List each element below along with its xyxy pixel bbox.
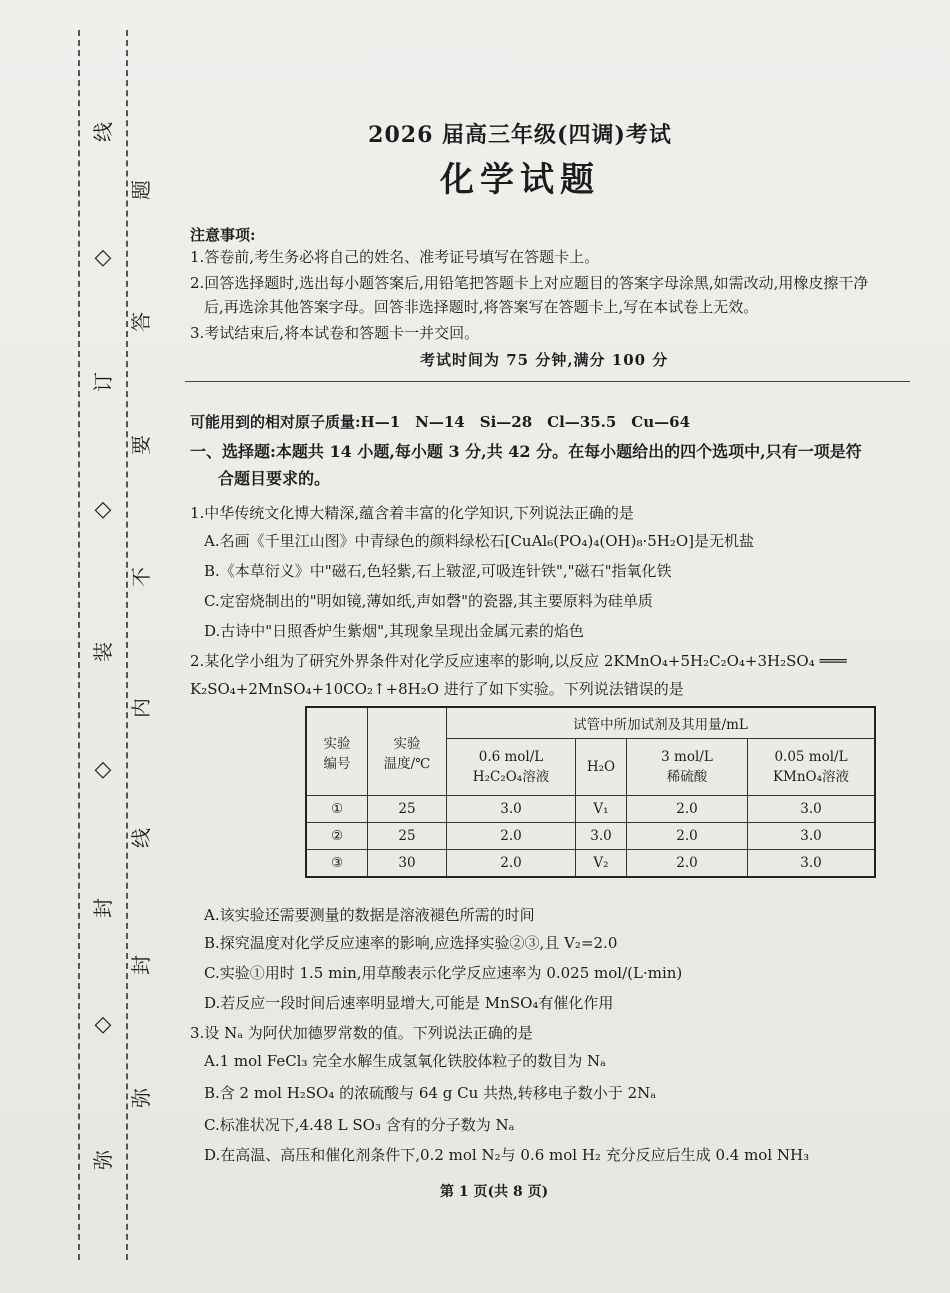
table-cell: 3.0 xyxy=(748,823,876,850)
notice-item: 后,再选涂其他答案字母。回答非选择题时,将答案写在答题卡上,写在本试卷上无效。 xyxy=(204,298,759,316)
binding-char: 答 xyxy=(129,312,153,332)
binding-char: 封 xyxy=(91,898,115,918)
table-header-text: KMnO₄溶液 xyxy=(772,769,850,785)
table-row xyxy=(306,823,875,850)
binding-line-inner xyxy=(126,30,128,1260)
binding-char: 装 xyxy=(91,642,115,662)
divider xyxy=(185,381,910,382)
exam-duration: 考试时间为 75 分钟,满分 100 分 xyxy=(420,351,669,369)
table-cell: 25 xyxy=(368,823,447,850)
experiment-table xyxy=(305,706,876,878)
notice-item: 3.考试结束后,将本试卷和答题卡一并交回。 xyxy=(190,324,480,342)
table-header-group: 试管中所加试剂及其用量/mL xyxy=(447,707,876,739)
binding-char: 要 xyxy=(129,435,153,455)
atomic-masses: 可能用到的相对原子质量:H—1 N—14 Si—28 Cl—35.5 Cu—64 xyxy=(190,413,691,431)
table-header-text: 0.05 mol/L xyxy=(774,749,848,765)
binding-line-outer xyxy=(78,30,80,1260)
binding-diamond: ◇ xyxy=(94,245,112,270)
table-header-col: H₂O xyxy=(576,739,627,796)
table-header-text: 实验 xyxy=(323,735,351,752)
question-1-option-d: D.古诗中"日照香炉生紫烟",其现象呈现出金属元素的焰色 xyxy=(204,622,584,640)
table-header-text: 0.6 mol/L xyxy=(478,749,544,765)
binding-char: 不 xyxy=(129,567,153,587)
question-1-option-c: C.定窑烧制出的"明如镜,薄如纸,声如磬"的瓷器,其主要原料为硅单质 xyxy=(204,592,653,610)
notice-heading: 注意事项: xyxy=(190,226,256,244)
table-header-text: 编号 xyxy=(323,755,351,772)
question-3-option-b: B.含 2 mol H₂SO₄ 的浓硫酸与 64 g Cu 共热,转移电子数小于 2Nₐ xyxy=(204,1084,657,1102)
question-2-option-c: C.实验①用时 1.5 min,用草酸表示化学反应速率为 0.025 mol/(L·min) xyxy=(204,964,683,982)
table-header-text: 3 mol/L xyxy=(661,749,713,765)
notice-item: 1.答卷前,考生务必将自己的姓名、准考证号填写在答题卡上。 xyxy=(190,248,600,266)
table-cell: 3.0 xyxy=(748,796,876,823)
exam-title: 2026 届高三年级(四调)考试 xyxy=(368,122,672,148)
binding-char: 线 xyxy=(129,828,153,848)
table-cell: 3.0 xyxy=(748,850,876,877)
table-header-text: H₂C₂O₄溶液 xyxy=(472,769,550,785)
table-cell: 25 xyxy=(368,796,447,823)
question-1-stem: 1.中华传统文化博大精深,蕴含着丰富的化学知识,下列说法正确的是 xyxy=(190,504,634,522)
table-cell: V₂ xyxy=(576,850,627,877)
table-cell: ① xyxy=(306,796,368,823)
table-cell: 2.0 xyxy=(627,796,748,823)
table-cell: 3.0 xyxy=(576,823,627,850)
table-cell: 2.0 xyxy=(627,823,748,850)
table-header-text: 温度/℃ xyxy=(383,755,431,772)
table-cell: ② xyxy=(306,823,368,850)
question-1-option-a: A.名画《千里江山图》中青绿色的颜料绿松石[CuAl₆(PO₄)₄(OH)₈·5H₂O]是无机盐 xyxy=(204,532,755,550)
table-cell: 2.0 xyxy=(447,823,576,850)
table-cell: V₁ xyxy=(576,796,627,823)
question-2-option-b: B.探究温度对化学反应速率的影响,应选择实验②③,且 V₂=2.0 xyxy=(204,934,618,952)
section-heading-cont: 合题目要求的。 xyxy=(218,469,331,488)
section-heading: 一、选择题:本题共 14 小题,每小题 3 分,共 42 分。在每小题给出的四个选项中,只有一项是符 xyxy=(190,442,862,461)
table-header-col xyxy=(627,739,748,796)
binding-margin xyxy=(70,30,153,1260)
binding-char: 弥 xyxy=(91,1150,115,1170)
binding-char: 封 xyxy=(129,955,153,975)
question-2-stem-cont: K₂SO₄+2MnSO₄+10CO₂↑+8H₂O 进行了如下实验。下列说法错误的是 xyxy=(190,680,684,698)
table-header-col xyxy=(748,739,876,796)
table-header-text: 实验 xyxy=(393,735,421,752)
binding-char: 弥 xyxy=(129,1088,153,1108)
question-1-option-b: B.《本草衍义》中"磁石,色轻紫,石上皲涩,可吸连针铁","磁石"指氧化铁 xyxy=(204,562,672,580)
question-2-option-d: D.若反应一段时间后速率明显增大,可能是 MnSO₄有催化作用 xyxy=(204,994,614,1012)
table-header-col xyxy=(447,739,576,796)
question-3-option-d: D.在高温、高压和催化剂条件下,0.2 mol N₂与 0.6 mol H₂ 充分反应后生成 0.4 mol NH₃ xyxy=(204,1146,810,1164)
table-row xyxy=(306,796,875,823)
table-header-no xyxy=(306,707,368,796)
binding-char: 订 xyxy=(91,372,115,392)
notice-item: 2.回答选择题时,选出每小题答案后,用铅笔把答题卡上对应题目的答案字母涂黑,如需改动,用橡皮擦干净 xyxy=(190,274,869,292)
question-3-option-c: C.标准状况下,4.48 L SO₃ 含有的分子数为 Nₐ xyxy=(204,1116,515,1134)
subject-title: 化学试题 xyxy=(440,160,600,200)
question-3-option-a: A.1 mol FeCl₃ 完全水解生成氢氧化铁胶体粒子的数目为 Nₐ xyxy=(204,1052,606,1070)
question-2-stem: 2.某化学小组为了研究外界条件对化学反应速率的影响,以反应 2KMnO₄+5H₂C₂O₄+3H₂SO₄ ═══ xyxy=(190,652,847,670)
binding-char: 题 xyxy=(129,180,153,200)
binding-diamond: ◇ xyxy=(94,497,112,522)
binding-char: 内 xyxy=(129,698,153,718)
table-cell: 2.0 xyxy=(627,850,748,877)
question-2-option-a: A.该实验还需要测量的数据是溶液褪色所需的时间 xyxy=(204,906,535,924)
table-cell: 3.0 xyxy=(447,796,576,823)
table-cell: 30 xyxy=(368,850,447,877)
table-cell: 2.0 xyxy=(447,850,576,877)
binding-char: 线 xyxy=(91,122,115,142)
table-header-temp xyxy=(368,707,447,796)
table-header-text: 稀硫酸 xyxy=(666,769,708,785)
table-cell: ③ xyxy=(306,850,368,877)
page-number: 第 1 页(共 8 页) xyxy=(440,1184,549,1200)
question-3-stem: 3.设 Nₐ 为阿伏加德罗常数的值。下列说法正确的是 xyxy=(190,1024,533,1042)
binding-diamond: ◇ xyxy=(94,757,112,782)
table-row xyxy=(306,850,875,877)
binding-diamond: ◇ xyxy=(94,1012,112,1037)
